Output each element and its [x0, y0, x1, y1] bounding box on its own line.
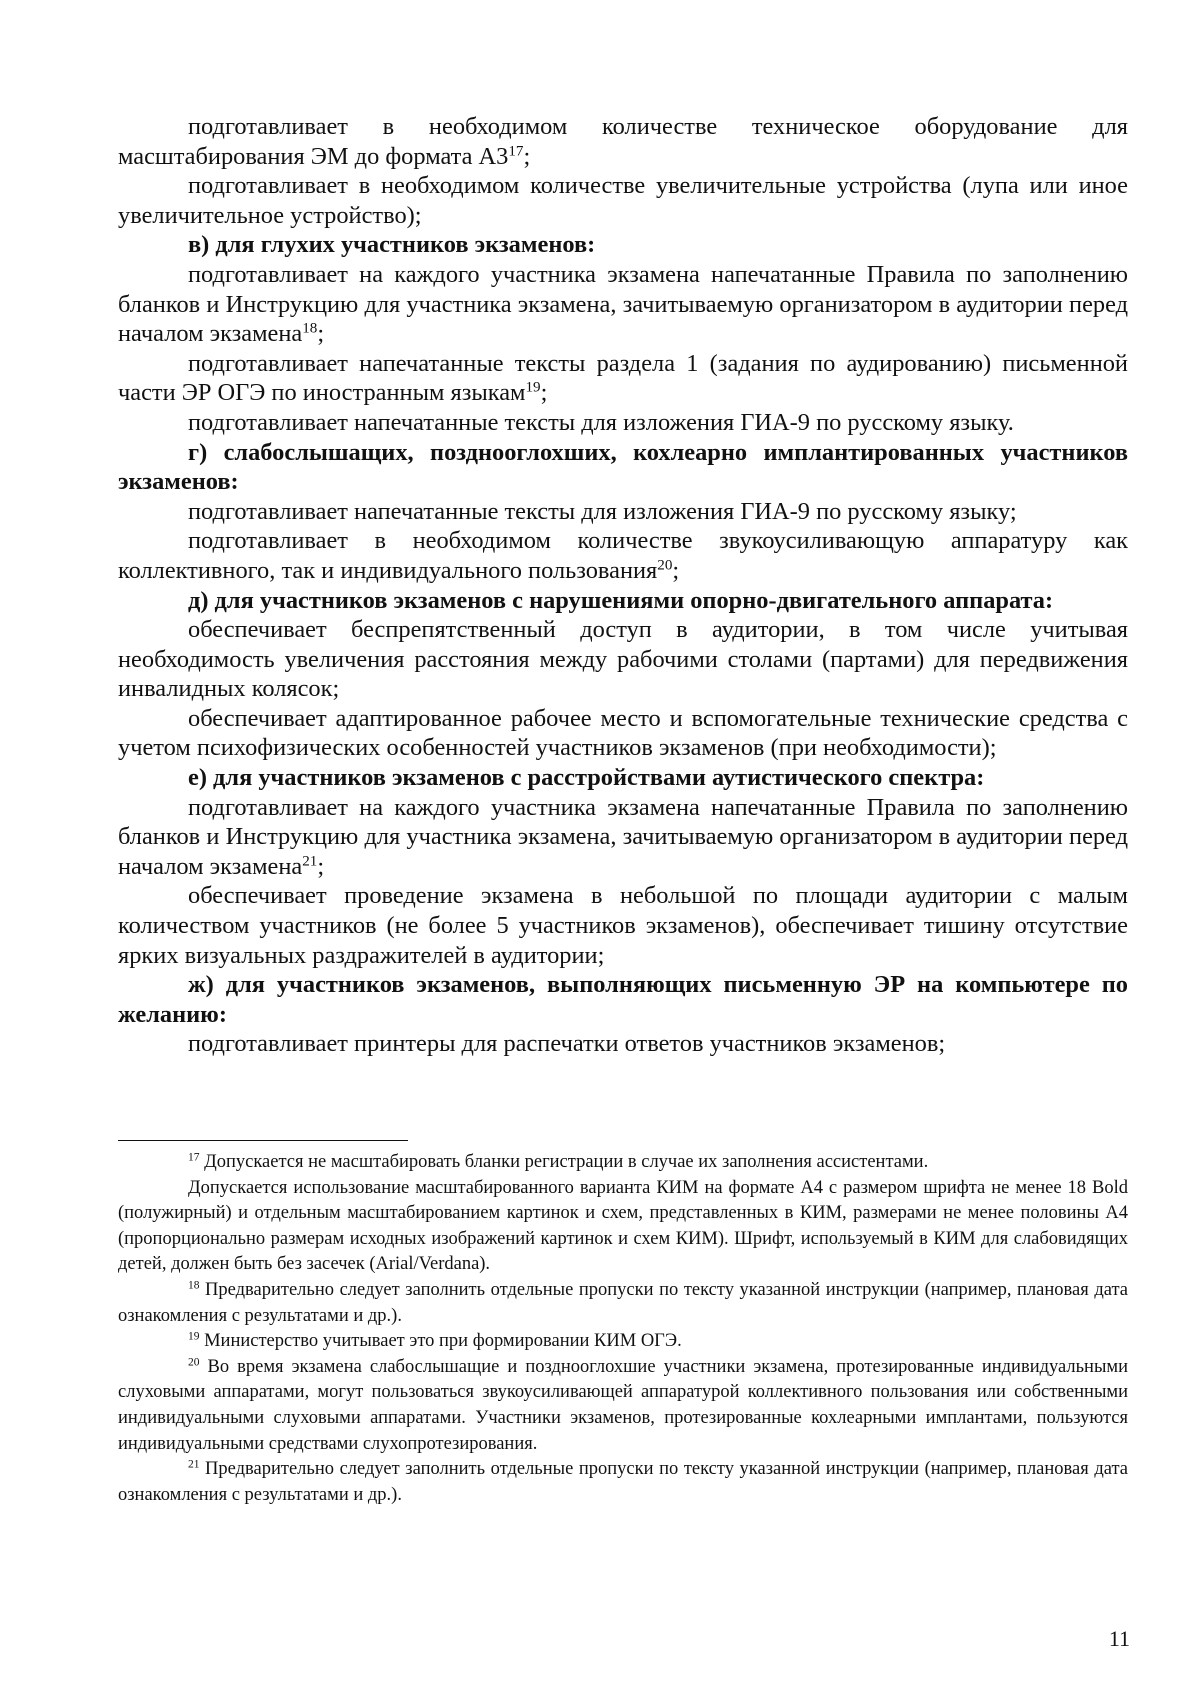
- footnote-ref[interactable]: 17: [508, 143, 524, 160]
- paragraph: [118, 793, 1128, 882]
- paragraph: обеспечивает беспрепятственный доступ в аудитории, в том числе учитывая необходимость увеличения расстояния между рабочими столами (партами) для передвижения инвалидных колясок;: [118, 616, 1128, 703]
- footnote-text: Во время экзамена слабослышащие и позднооглохшие участники экзамена, протезированные индивидуальными слуховыми аппаратами, могут пользоваться звукоусиливающей аппаратурой коллективного пользования или собственными индивидуальными слуховыми аппаратами. Участники экзаменов, протезированные кохлеарными имплантами, пользуются индивидуальными средствами слухопротезирования.: [118, 1356, 1128, 1454]
- paragraph: подготавливает напечатанные тексты для изложения ГИА-9 по русскому языку.: [188, 408, 1014, 436]
- footnote-ref[interactable]: 21: [302, 853, 318, 870]
- section-heading: ж) для участников экзаменов, выполняющих письменную ЭР на компьютере по желанию:: [118, 971, 1128, 1028]
- paragraph: подготавливает принтеры для распечатки ответов участников экзаменов;: [188, 1030, 946, 1058]
- paragraph-text: подготавливает в необходимом количестве звукоусиливающую аппаратуру как коллективного, так и индивидуального пользования: [118, 527, 1128, 584]
- paragraph-text: подготавливает на каждого участника экзамена напечатанные Правила по заполнению бланков и Инструкцию для участника экзамена, зачитываемую организатором в аудитории перед началом экзамена: [118, 260, 1128, 348]
- paragraph-tail: ;: [672, 556, 680, 584]
- footnote-separator: [118, 1140, 408, 1141]
- footnote: [118, 1278, 1128, 1329]
- footnote-number: 21: [188, 1458, 200, 1471]
- paragraph: подготавливает напечатанные тексты для изложения ГИА-9 по русскому языку;: [188, 497, 1017, 525]
- paragraph-tail: ;: [317, 852, 325, 880]
- footnote-ref[interactable]: 18: [302, 320, 318, 337]
- section-heading: д) для участников экзаменов с нарушениями опорно-двигательного аппарата:: [188, 586, 1054, 614]
- footnote-text: Допускается не масштабировать бланки регистрации в случае их заполнения ассистентами.: [199, 1152, 929, 1172]
- paragraph-text: подготавливает на каждого участника экзамена напечатанные Правила по заполнению бланков и Инструкцию для участника экзамена, зачитываемую организатором в аудитории перед началом экзамена: [118, 793, 1128, 880]
- paragraph-tail: ;: [540, 379, 548, 407]
- footnote: [118, 1150, 1128, 1176]
- paragraph-tail: ;: [317, 320, 325, 348]
- section-heading: е) для участников экзаменов с расстройствами аутистического спектра:: [188, 764, 985, 792]
- page-number: 11: [1108, 1626, 1130, 1651]
- paragraph: [118, 260, 1128, 349]
- footnote-number: 18: [188, 1279, 200, 1292]
- footnote: [118, 1329, 1128, 1355]
- paragraph: [118, 526, 1128, 585]
- paragraph: обеспечивает проведение экзамена в небольшой по площади аудитории с малым количеством участников (не более 5 участников экзаменов), обеспечивает тишину отсутствие ярких визуальных раздражителей в аудитории;: [118, 882, 1128, 969]
- footnote-number: 20: [188, 1356, 200, 1369]
- footnote-text: Министерство учитывает это при формировании КИМ ОГЭ.: [199, 1331, 682, 1352]
- footnote: [118, 1355, 1128, 1457]
- footnote-ref[interactable]: 20: [657, 557, 673, 574]
- footnotes: [118, 1150, 1128, 1508]
- paragraph-text: подготавливает в необходимом количестве техническое оборудование для масштабирования ЭМ до формата А3: [118, 113, 1128, 170]
- paragraph: обеспечивает адаптированное рабочее место и вспомогательные технические средства с учетом психофизических особенностей участников экзаменов (при необходимости);: [118, 704, 1128, 762]
- paragraph: [118, 112, 1128, 171]
- section-heading: г) слабослышащих, позднооглохших, кохлеарно имплантированных участников экзаменов:: [118, 438, 1128, 496]
- paragraph: подготавливает в необходимом количестве увеличительные устройства (лупа или иное увеличительное устройство);: [118, 172, 1128, 229]
- footnote-number: 19: [188, 1330, 200, 1343]
- footnote-text: Предварительно следует заполнить отдельные пропуски по тексту указанной инструкции (например, плановая дата ознакомления с результатами и др.).: [118, 1459, 1128, 1505]
- footnote-text: Предварительно следует заполнить отдельные пропуски по тексту указанной инструкции (например, плановая дата ознакомления с результатами и др.).: [118, 1279, 1128, 1326]
- footnote-continuation: Допускается использование масштабированного варианта КИМ на формате А4 с размером шрифта не менее 18 Bold (полужирный) и отдельным масштабированием картинок и схем, представленных в КИМ, размерами не менее половины А4 (пропорционально размерам исходных изображений картинок и схем КИМ). Шрифт, используемый в КИМ для слабовидящих детей, должен быть без засечек (Arial/Verdana).: [118, 1177, 1128, 1275]
- main-text: [118, 112, 1128, 1059]
- paragraph-text: подготавливает напечатанные тексты раздела 1 (задания по аудированию) письменной части ЭР ОГЭ по иностранным языкам: [118, 349, 1128, 407]
- paragraph-tail: ;: [523, 142, 531, 170]
- section-heading: в) для глухих участников экзаменов:: [188, 231, 596, 259]
- footnote-number: 17: [188, 1151, 200, 1164]
- paragraph: [118, 349, 1128, 408]
- footnote-ref[interactable]: 19: [525, 380, 541, 397]
- footnote: [118, 1457, 1128, 1508]
